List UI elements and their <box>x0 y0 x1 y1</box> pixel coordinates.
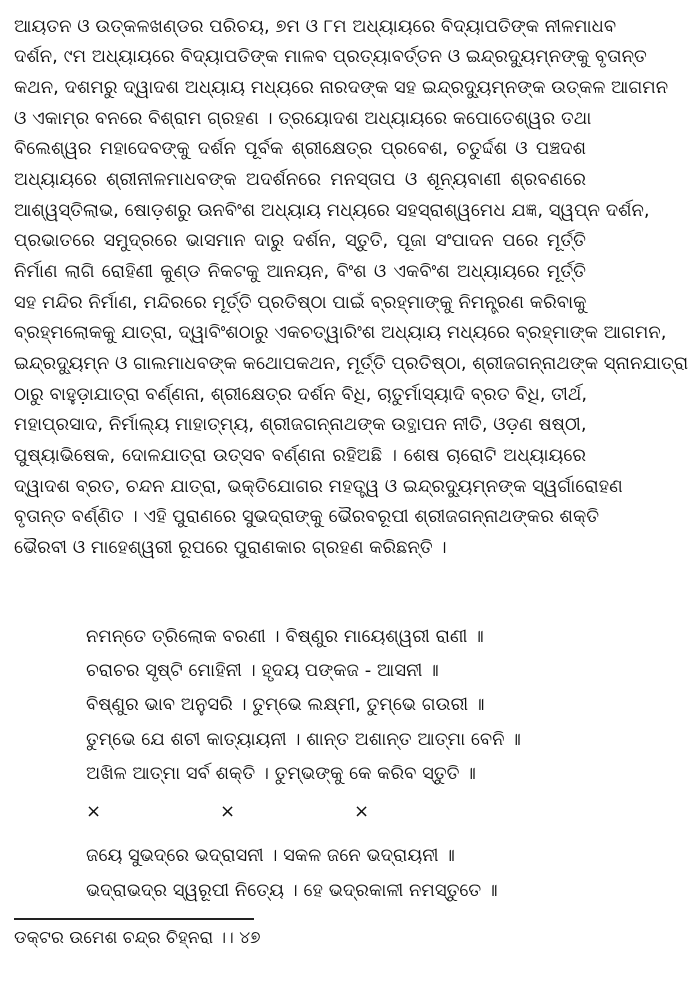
paragraph-line: ଆଶ୍ୱସ୍ତିଲାଭ, ଷୋଡ଼ଶରୁ ଊନବିଂଶ ଅଧ୍ୟାୟ ମଧ୍ୟରେ ସହସ୍ରାଶ୍ୱମେଧ ଯଜ୍ଞ, ସ୍ୱପ୍ନ ଦର୍ଶନ, <box>14 200 650 221</box>
footnote: ଡକ୍ଟର ଉମେଶ ଚନ୍ଦ୍ର ଚିହ୍ନରା ।। ୪୭ <box>14 928 261 948</box>
paragraph-line: ଦ୍ୱାଦଶ ବ୍ରତ, ଚନ୍ଦନ ଯାତ୍ରା, ଭକ୍ତିଯୋଗର ମହତ୍ତ୍ୱ ଓ ଇନ୍ଦ୍ରଦ୍ୟୁମ୍ନଙ୍କ ସ୍ୱର୍ଗାରୋହଣ <box>14 476 623 497</box>
paragraph-line: ସହ ମନ୍ଦିର ନିର୍ମାଣ, ମନ୍ଦିରରେ ମୂର୍ତ୍ତି ପ୍ରତିଷ୍ଠା ପାଇଁ ବ୍ରହ୍ମାଙ୍କୁ ନିମନ୍ତ୍ରଣ କରିବାକୁ <box>14 292 587 313</box>
verse-line: ଭଦ୍ରାଭଦ୍ର ସ୍ୱରୂପୀ ନିତ୍ୟେ । ହେ ଭଦ୍ରକାଳୀ ନମସ୍ତୁତେ ॥ <box>86 880 498 901</box>
paragraph-line: ବୃତାନ୍ତ ବର୍ଣ୍ଣିତ । ଏହି ପୁରାଣରେ ସୁଭଦ୍ରାଙ୍କୁ ଭୈରବରୂପୀ ଶ୍ରୀଜଗନ୍ନାଥଙ୍କର ଶକ୍ତି <box>14 506 600 527</box>
verse-separator <box>86 797 406 827</box>
paragraph-line: ପ୍ରଭାତରେ ସମୁଦ୍ରରେ ଭାସମାନ ଦାରୁ ଦର୍ଶନ, ସ୍ତୁତି, ପୂଜା ସଂପାଦନ ପରେ ମୂର୍ତ୍ତି <box>14 230 586 251</box>
separator-mark: × <box>220 801 236 822</box>
paragraph-line: ନିର୍ମାଣ ଲାଗି ରୋହିଣୀ କୁଣ୍ଡ ନିକଟକୁ ଆନୟନ, ବିଂଶ ଓ ଏକବିଂଶ ଅଧ୍ୟାୟରେ ମୂର୍ତ୍ତି <box>14 261 586 282</box>
paragraph-line: ଓ ଏକାମ୍ର ବନରେ ବିଶ୍ରାମ ଗ୍ରହଣ । ତ୍ରୟୋଦଶ ଅଧ୍ୟାୟରେ କପୋତେଶ୍ୱର ତଥା <box>14 108 592 129</box>
paragraph-line: ଇନ୍ଦ୍ରଦ୍ୟୁମ୍ନ ଓ ଗାଲମାଧବଙ୍କ କଥୋପକଥନ, ମୂର୍ତ୍ତି ପ୍ରତିଷ୍ଠା, ଶ୍ରୀଜଗନ୍ନାଥଙ୍କ ସ୍ନାନଯାତ୍ରା <box>14 353 688 374</box>
paragraph-line: ଠାରୁ ବାହୁଡ଼ାଯାତ୍ରା ବର୍ଣ୍ଣନା, ଶ୍ରୀକ୍ଷେତ୍ର ଦର୍ଶନ ବିଧି, ଚାତୁର୍ମାସ୍ୟାଦି ବ୍ରତ ବିଧି, ତୀର୍ଥ, <box>14 384 588 405</box>
separator-mark: × <box>354 801 370 822</box>
paragraph-line: ଅଧ୍ୟାୟରେ ଶ୍ରୀନୀଳମାଧବଙ୍କ ଅଦର୍ଶନରେ ମନସ୍ତାପ ଓ ଶୂନ୍ୟବାଣୀ ଶ୍ରବଣରେ <box>14 169 586 190</box>
verse-line: ବିଷ୍ଣୁର ଭାବ ଅନୁସରି । ତୁମ୍ଭେ ଲକ୍ଷ୍ମୀ, ତୁମ୍ଭେ ଗଉରୀ ॥ <box>86 694 485 715</box>
verse-line: ଅଖିଳ ଆତ୍ମା ସର୍ବ ଶକ୍ତି । ତୁମ୍ଭଙ୍କୁ କେ କରିବ ସ୍ତୁତି ॥ <box>86 763 476 784</box>
verse-line: ତୁମ୍ଭେ ଯେ ଶଚୀ କାତ୍ୟାୟନୀ । ଶାନ୍ତ ଅଶାନ୍ତ ଆତ୍ମା ବେନି ॥ <box>86 729 521 750</box>
separator-mark: × <box>86 801 102 822</box>
paragraph-line: ଭୈରବୀ ଓ ମାହେଶ୍ୱରୀ ରୂପରେ ପୁରାଣକାର ଗ୍ରହଣ କରିଛନ୍ତି । <box>14 537 447 558</box>
paragraph-line: କଥନ, ଦଶମରୁ ଦ୍ୱାଦଶ ଅଧ୍ୟାୟ ମଧ୍ୟରେ ନାରଦଙ୍କ ସହ ଇନ୍ଦ୍ରଦ୍ୟୁମ୍ନଙ୍କ ଉତ୍କଳ ଆଗମନ <box>14 77 669 98</box>
verse-line: ନମନ୍ତେ ତ୍ରିଲୋକ ବରଣୀ । ବିଷ୍ଣୁର ମାୟେଶ୍ୱରୀ ରାଣୀ ॥ <box>86 626 484 647</box>
paragraph-line: ବିଲେଶ୍ୱର ମହାଦେବଙ୍କୁ ଦର୍ଶନ ପୂର୍ବକ ଶ୍ରୀକ୍ଷେତ୍ର ପ୍ରବେଶ, ଚତୁର୍ଦ୍ଦଶ ଓ ପଞ୍ଚଦଶ <box>14 138 586 159</box>
footnote-divider <box>14 918 254 920</box>
verse-line: ଚରାଚର ସୃଷ୍ଟି ମୋହିନୀ । ହୃଦୟ ପଙ୍କଜ - ଆସନୀ ॥ <box>86 660 439 681</box>
paragraph-line: ପୁଷ୍ୟାଭିଷେକ, ଦୋଳଯାତ୍ରା ଉତ୍ସବ ବର୍ଣ୍ଣନା ରହିଅଛି । ଶେଷ ଚାରୋଟି ଅଧ୍ୟାୟରେ <box>14 445 586 466</box>
paragraph-line: ଆୟତନ ଓ ଉତ୍କଳଖଣ୍ଡର ପରିଚୟ, ୭ମ ଓ ୮ମ ଅଧ୍ୟାୟରେ ବିଦ୍ୟାପତିଙ୍କ ନୀଳମାଧବ <box>14 16 617 37</box>
paragraph-line: ମହାପ୍ରସାଦ, ନିର୍ମାଲ୍ୟ ମାହାତ୍ମ୍ୟ, ଶ୍ରୀଜଗନ୍ନାଥଙ୍କ ଉତ୍ଥାପନ ନୀତି, ଓଡ଼ଣ ଷଷ୍ଠୀ, <box>14 414 587 435</box>
verse-line: ଜୟେ ସୁଭଦ୍ରେ ଭଦ୍ରାସନୀ । ସକଳ ଜନେ ଭଦ୍ରାୟନୀ ॥ <box>86 845 455 866</box>
paragraph-line: ବ୍ରହ୍ମଲୋକକୁ ଯାତ୍ରା, ଦ୍ୱାବିଂଶଠାରୁ ଏକଚତ୍ୱାରିଂଶ ଅଧ୍ୟାୟ ମଧ୍ୟରେ ବ୍ରହ୍ମାଙ୍କ ଆଗମନ, <box>14 322 667 343</box>
paragraph-line: ଦର୍ଶନ, ୯ମ ଅଧ୍ୟାୟରେ ବିଦ୍ୟାପତିଙ୍କ ମାଳବ ପ୍ରତ୍ୟାବର୍ତ୍ତନ ଓ ଇନ୍ଦ୍ରଦ୍ୟୁମ୍ନଙ୍କୁ ବୃତାନ୍ତ <box>14 46 647 67</box>
